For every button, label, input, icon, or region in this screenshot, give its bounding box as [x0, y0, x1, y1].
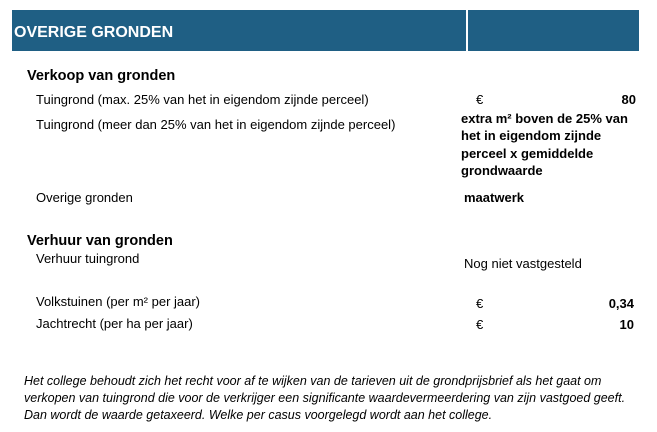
- page-title: OVERIGE GRONDEN: [14, 24, 174, 41]
- header-bar-side: [468, 10, 639, 51]
- value-overige: maatwerk: [464, 190, 524, 205]
- row-label-jachtrecht: Jachtrecht (per ha per jaar): [36, 316, 193, 331]
- footnote: Het college behoudt zich het recht voor af te wijken van de tarieven uit de grondprijsbrief als het gaat om verkopen van tuingrond die voor de verkrijger een significante waardevermeerdering van zijn vastgoed geeft. Dan wordt de waarde getaxeerd. Welke per casus voorgelegd wordt aan het college.: [24, 374, 626, 422]
- amount-volkstuinen: 0,34: [608, 296, 634, 311]
- value-line: perceel x gemiddelde: [461, 146, 594, 161]
- currency-symbol: €: [476, 317, 484, 332]
- currency-symbol: €: [476, 296, 484, 311]
- section-heading-verhuur: Verhuur van gronden: [27, 233, 173, 249]
- row-label-verhuur-tuingrond: Verhuur tuingrond: [36, 251, 140, 266]
- row-label-overige: Overige gronden: [36, 190, 133, 205]
- value-verhuur-tuingrond: Nog niet vastgesteld: [464, 256, 582, 271]
- row-label-tuingrond-max: Tuingrond (max. 25% van het in eigendom zijnde perceel): [36, 92, 369, 107]
- value-line: grondwaarde: [461, 163, 543, 178]
- row-label-volkstuinen: Volkstuinen (per m² per jaar): [36, 294, 201, 309]
- section-heading-verkoop: Verkoop van gronden: [27, 68, 176, 84]
- amount-jachtrecht: 10: [619, 317, 634, 332]
- currency-symbol: €: [476, 92, 484, 107]
- value-line: het in eigendom zijnde: [461, 128, 602, 143]
- value-line: extra m² boven de 25% van: [461, 111, 628, 126]
- amount-tuingrond-max: 80: [621, 92, 636, 107]
- row-label-tuingrond-meer: Tuingrond (meer dan 25% van het in eigendom zijnde perceel): [36, 117, 396, 132]
